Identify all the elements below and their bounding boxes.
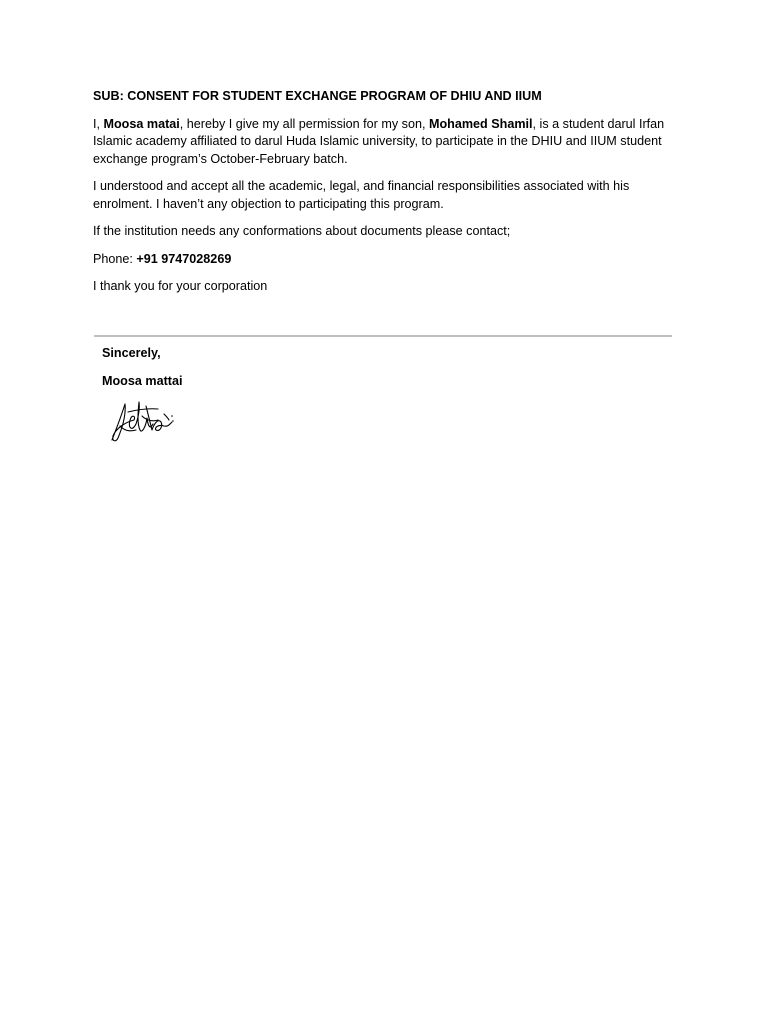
son-name: Mohamed Shamil: [428, 116, 533, 131]
handwritten-signature: [106, 396, 176, 446]
phone-number: +91 9747028269: [136, 251, 232, 266]
permission-paragraph: [93, 116, 673, 169]
responsibility-paragraph: I understood and accept all the academic, legal, and financial responsibilities associated with his enrolment. I haven’t any objection to participating this program.: [93, 179, 630, 211]
letter-body: [93, 88, 673, 306]
contact-paragraph: If the institution needs any conformations about documents please contact;: [93, 224, 511, 238]
signer-name: Moosa mattai: [102, 373, 183, 388]
letter-subject: SUB: CONSENT FOR STUDENT EXCHANGE PROGRAM OF DHIU AND IIUM: [93, 89, 542, 103]
closing-salutation: Sincerely,: [102, 346, 161, 360]
parent-name: Moosa matai: [103, 116, 180, 131]
para1-suffix: , is a student darul Irfan Islamic academy affiliated to darul Huda Islamic university, to participate in the DHIU and IIUM student exchange program’s October-February batch.: [93, 116, 665, 166]
phone-label: Phone:: [93, 251, 137, 266]
thanks-paragraph: I thank you for your corporation: [93, 279, 268, 293]
closing-block: [102, 345, 182, 400]
signature-image: [106, 396, 176, 446]
para1-prefix: I,: [93, 116, 104, 131]
phone-line: [93, 251, 673, 269]
para1-mid: , hereby I give my all permission for my son,: [179, 116, 429, 131]
divider-line: [94, 335, 672, 337]
